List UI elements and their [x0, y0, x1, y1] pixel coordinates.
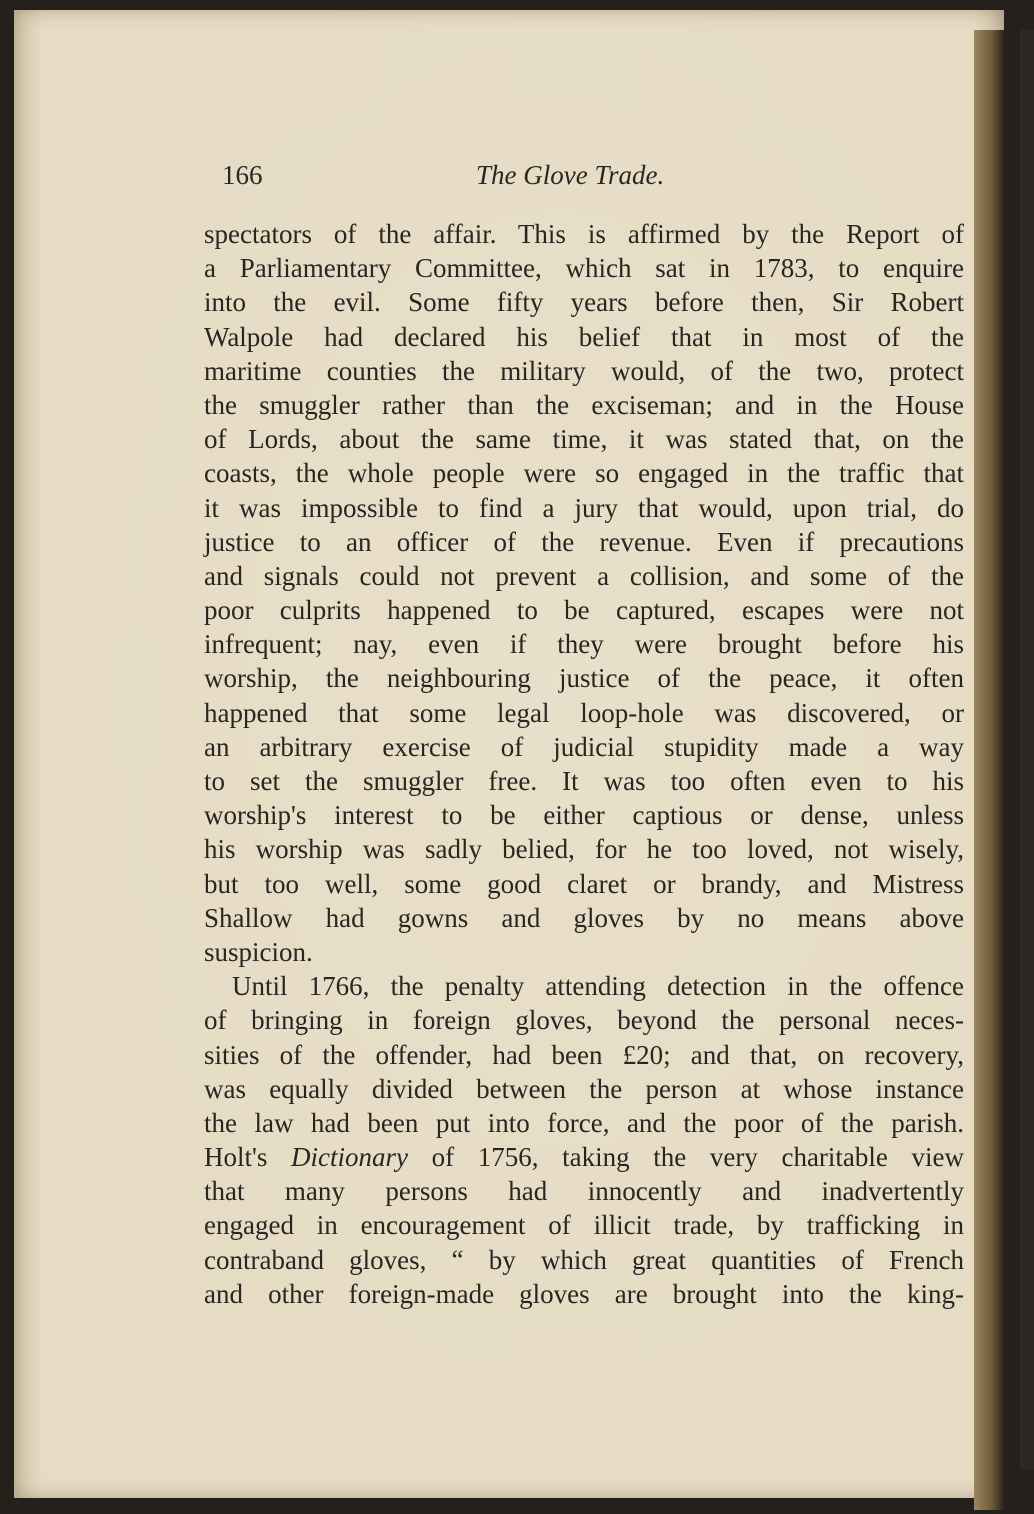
text-line: suspicion. [204, 936, 313, 967]
page-number: 166 [222, 160, 263, 190]
text-line: of Lords, about the same time, it was stated that, on the [204, 424, 964, 455]
text-line: was equally divided between the person at whose instance [204, 1073, 964, 1104]
text-line: sities of the offender, had been £20; and that, on recovery, [204, 1039, 964, 1070]
text-line: contraband gloves, “ by which great quantities of French [204, 1244, 964, 1275]
text-line: that many persons had innocently and inadvertently [204, 1176, 964, 1207]
text-line: of bringing in foreign gloves, beyond the personal neces- [204, 1005, 964, 1036]
text-fragment: Holt's [204, 1142, 292, 1173]
text-line: coasts, the whole people were so engaged in the traffic that [204, 458, 964, 489]
text-line: Until 1766, the penalty attending detection in the offence [232, 971, 964, 1002]
text-fragment: of 1756, taking the very charitable view [408, 1142, 965, 1173]
text-line: the smuggler rather than the exciseman; and in the House [204, 389, 964, 420]
text-line: maritime counties the military would, of the two, protect [204, 355, 964, 386]
text-line: and signals could not prevent a collision, and some of the [204, 560, 964, 591]
text-line: his worship was sadly belied, for he too loved, not wisely, [204, 834, 964, 865]
text-line: engaged in encouragement of illicit trade, by trafficking in [204, 1210, 964, 1241]
facing-page-edge [1020, 30, 1034, 1470]
text-line: worship's interest to be either captious or dense, unless [204, 800, 964, 831]
text-line: Walpole had declared his belief that in most of the [204, 321, 964, 352]
text-line: into the evil. Some fifty years before then, Sir Robert [204, 287, 964, 318]
text-line: Shallow had gowns and gloves by no means above [204, 902, 964, 933]
text-line: and other foreign-made gloves are brought into the king- [204, 1278, 964, 1309]
text-line: a Parliamentary Committee, which sat in 1783, to enquire [204, 253, 964, 284]
text-line [204, 1140, 964, 1174]
page-gutter [974, 30, 1004, 1510]
text-line: happened that some legal loop-hole was discovered, or [204, 697, 964, 728]
text-line: worship, the neighbouring justice of the peace, it often [204, 663, 964, 694]
running-title: The Glove Trade. [476, 160, 665, 190]
running-head [222, 160, 702, 200]
italic-title: Dictionary [291, 1142, 408, 1173]
body-text [204, 217, 964, 1311]
text-line: an arbitrary exercise of judicial stupidity made a way [204, 731, 964, 762]
text-line: justice to an officer of the revenue. Even if precautions [204, 526, 964, 557]
text-line: infrequent; nay, even if they were brought before his [204, 629, 964, 660]
text-line: the law had been put into force, and the poor of the parish. [204, 1107, 964, 1138]
text-line: it was impossible to find a jury that would, upon trial, do [204, 492, 964, 523]
text-line: poor culprits happened to be captured, escapes were not [204, 595, 964, 626]
book-page [14, 10, 1004, 1498]
text-line: spectators of the affair. This is affirmed by the Report of [204, 219, 964, 249]
text-line: to set the smuggler free. It was too often even to his [204, 766, 964, 796]
text-line: but too well, some good claret or brandy, and Mistress [204, 868, 964, 899]
